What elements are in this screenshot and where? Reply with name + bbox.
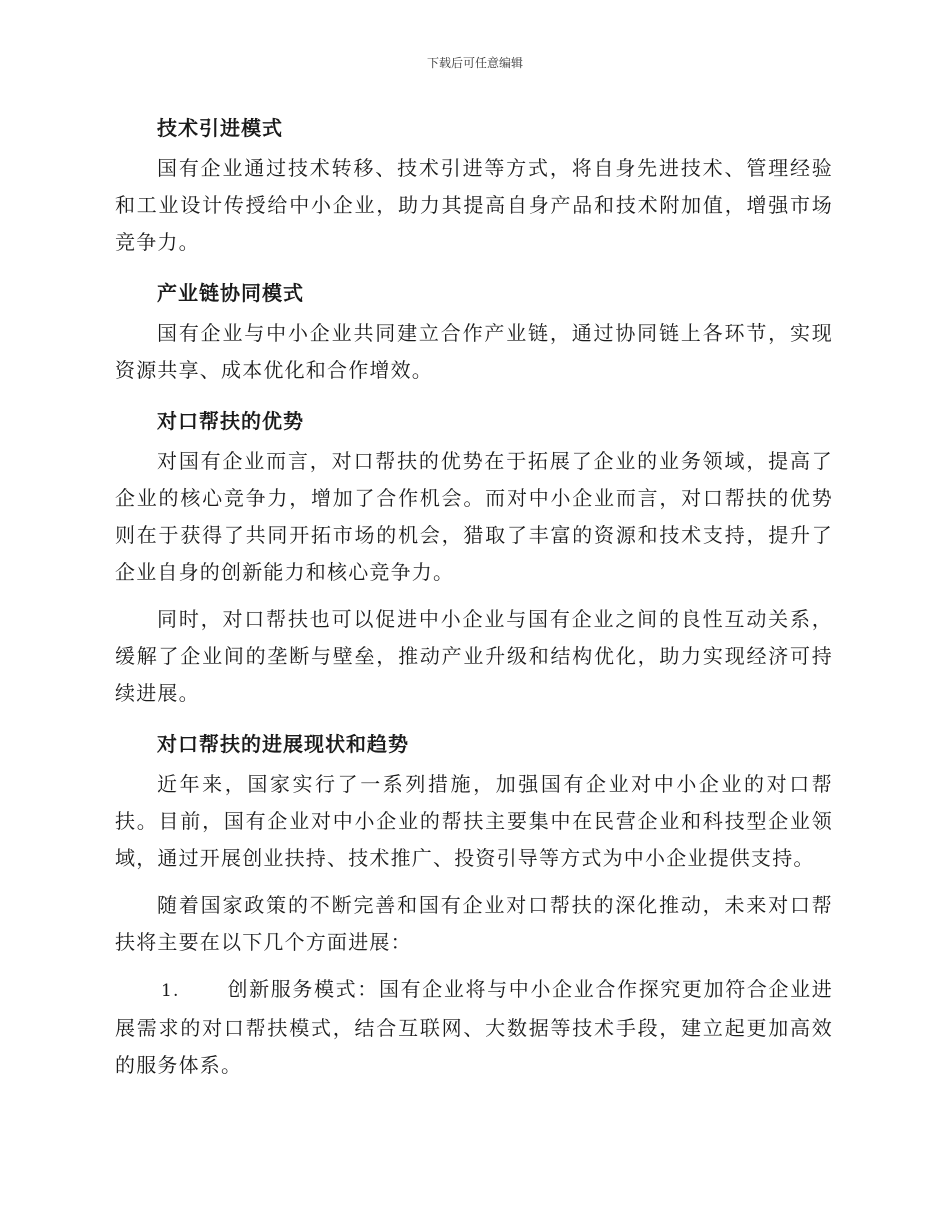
- paragraph: 对国有企业而言，对口帮扶的优势在于拓展了企业的业务领域，提高了企业的核心竞争力，增加了合作机会。而对中小企业而言，对口帮扶的优势则在于获得了共同开拓市场的机会，猎取了丰富的资源和技术支持，提升了企业自身的创新能力和核心竞争力。: [115, 449, 833, 584]
- page-header-note: 下载后可任意编辑: [426, 56, 523, 70]
- list-item-number: 1.: [161, 981, 180, 1001]
- section-heading-industry-chain: 产业链协同模式: [157, 281, 304, 305]
- paragraph: 国有企业通过技术转移、技术引进等方式，将自身先进技术、管理经验和工业设计传授给中小企业，助力其提高自身产品和技术附加值，增强市场竞争力。: [115, 156, 833, 254]
- paragraph: 同时，对口帮扶也可以促进中小企业与国有企业之间的良性互动关系，缓解了企业间的垄断与壁垒，推动产业升级和结构优化，助力实现经济可持续进展。: [115, 607, 833, 705]
- section-heading-status-trends: 对口帮扶的进展现状和趋势: [157, 732, 409, 756]
- paragraph: 随着国家政策的不断完善和国有企业对口帮扶的深化推动，未来对口帮扶将主要在以下几个方面进展：: [115, 893, 833, 954]
- list-item: [115, 971, 833, 1084]
- section-heading-tech-introduction: 技术引进模式: [157, 116, 283, 140]
- list-item-text: 创新服务模式：国有企业将与中小企业合作探究更加符合企业进展需求的对口帮扶模式，结合互联网、大数据等技术手段，建立起更加高效的服务体系。: [115, 977, 833, 1077]
- document-body: [115, 106, 833, 1084]
- section-heading-advantages: 对口帮扶的优势: [157, 409, 304, 433]
- paragraph: 国有企业与中小企业共同建立合作产业链，通过协同链上各环节，实现资源共享、成本优化和合作增效。: [115, 321, 833, 382]
- paragraph: 近年来，国家实行了一系列措施，加强国有企业对中小企业的对口帮扶。目前，国有企业对中小企业的帮扶主要集中在民营企业和科技型企业领域，通过开展创业扶持、技术推广、投资引导等方式为中小企业提供支持。: [115, 772, 833, 870]
